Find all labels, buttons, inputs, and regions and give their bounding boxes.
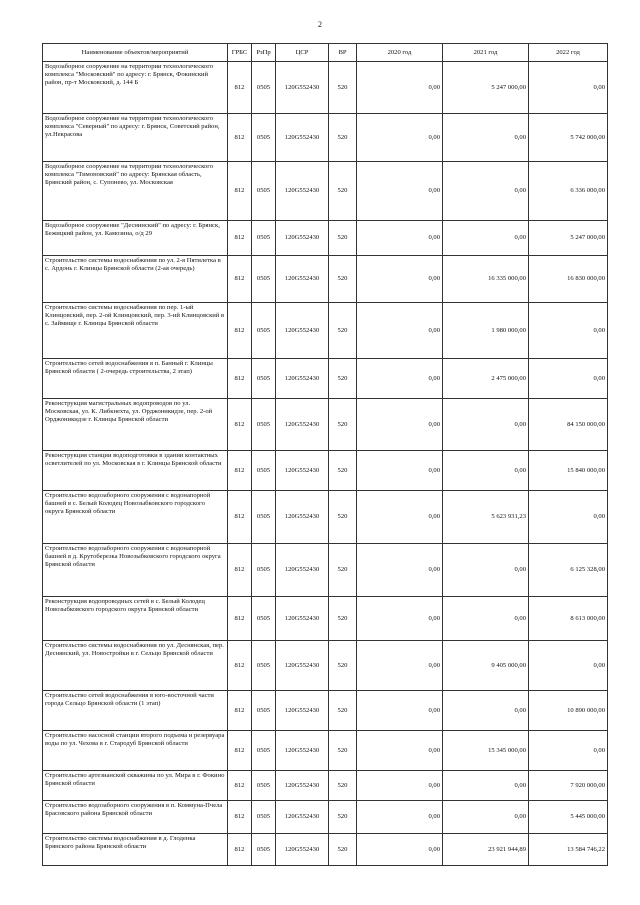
csr-cell: 120G552430 — [276, 359, 329, 399]
amount-2020-cell: 0,00 — [357, 359, 443, 399]
csr-cell: 120G552430 — [276, 399, 329, 451]
rzpr-cell: 0505 — [252, 491, 276, 544]
grbs-cell: 812 — [228, 641, 252, 691]
csr-cell: 120G552430 — [276, 731, 329, 771]
grbs-cell: 812 — [228, 303, 252, 359]
grbs-cell: 812 — [228, 731, 252, 771]
grbs-cell: 812 — [228, 399, 252, 451]
table-row — [43, 162, 608, 221]
amount-2020-cell: 0,00 — [357, 691, 443, 731]
object-name-cell: Строительство сетей водоснабжения в юго-восточной части города Сельцо Брянской области (1 этап) — [43, 691, 228, 731]
rzpr-cell: 0505 — [252, 399, 276, 451]
amount-2021-cell: 23 921 944,89 — [443, 834, 529, 866]
amount-2021-cell: 0,00 — [443, 544, 529, 597]
vr-cell: 520 — [329, 451, 357, 491]
amount-2020-cell: 0,00 — [357, 771, 443, 801]
rzpr-cell: 0505 — [252, 691, 276, 731]
amount-2021-cell: 0,00 — [443, 691, 529, 731]
object-name-cell: Строительство водозаборного сооружения в п. Коммуна-Пчела Брасовского района Брянской области — [43, 801, 228, 834]
table-row — [43, 544, 608, 597]
vr-cell: 520 — [329, 597, 357, 641]
amount-2022-cell: 8 613 000,00 — [529, 597, 608, 641]
grbs-cell: 812 — [228, 162, 252, 221]
amount-2020-cell: 0,00 — [357, 303, 443, 359]
object-name-cell: Водозаборное сооружение "Деснинский" по адресу: г. Брянск, Бежицкий район, ул. Камозина, о/д 29 — [43, 221, 228, 256]
amount-2022-cell: 0,00 — [529, 303, 608, 359]
rzpr-cell: 0505 — [252, 256, 276, 303]
page-number: 2 — [318, 20, 322, 29]
vr-cell: 520 — [329, 544, 357, 597]
grbs-cell: 812 — [228, 691, 252, 731]
amount-2022-cell: 5 445 000,00 — [529, 801, 608, 834]
grbs-cell: 812 — [228, 256, 252, 303]
object-name-cell: Реконструкция станции водоподготовки в здании контактных осветлителей по ул. Московская в г. Клинцы Брянской области — [43, 451, 228, 491]
vr-cell: 520 — [329, 691, 357, 731]
rzpr-cell: 0505 — [252, 544, 276, 597]
table-header-row — [43, 44, 608, 62]
header-csr: ЦСР — [276, 44, 329, 62]
rzpr-cell: 0505 — [252, 771, 276, 801]
amount-2022-cell: 0,00 — [529, 731, 608, 771]
amount-2021-cell: 1 980 000,00 — [443, 303, 529, 359]
csr-cell: 120G552430 — [276, 691, 329, 731]
grbs-cell: 812 — [228, 221, 252, 256]
vr-cell: 520 — [329, 256, 357, 303]
rzpr-cell: 0505 — [252, 801, 276, 834]
amount-2022-cell: 5 742 000,00 — [529, 114, 608, 162]
amount-2021-cell: 0,00 — [443, 114, 529, 162]
amount-2022-cell: 0,00 — [529, 491, 608, 544]
csr-cell: 120G552430 — [276, 801, 329, 834]
table-row — [43, 303, 608, 359]
object-name-cell: Строительство системы водоснабжения по пер. 1-ый Клинцовский, пер. 2-ой Клинцовский, пер. 3-ий Клинцовский в с. Займище г. Клинцы Брянской области — [43, 303, 228, 359]
object-name-cell: Реконструкция водопроводных сетей в с. Белый Колодец Новозыбковского городского округа Брянской области — [43, 597, 228, 641]
amount-2022-cell: 13 584 746,22 — [529, 834, 608, 866]
amount-2020-cell: 0,00 — [357, 731, 443, 771]
amount-2020-cell: 0,00 — [357, 641, 443, 691]
amount-2021-cell: 0,00 — [443, 221, 529, 256]
amount-2021-cell: 0,00 — [443, 451, 529, 491]
grbs-cell: 812 — [228, 114, 252, 162]
csr-cell: 120G552430 — [276, 256, 329, 303]
amount-2020-cell: 0,00 — [357, 256, 443, 303]
csr-cell: 120G552430 — [276, 641, 329, 691]
table-row — [43, 114, 608, 162]
grbs-cell: 812 — [228, 597, 252, 641]
vr-cell: 520 — [329, 641, 357, 691]
amount-2021-cell: 0,00 — [443, 162, 529, 221]
csr-cell: 120G552430 — [276, 771, 329, 801]
rzpr-cell: 0505 — [252, 641, 276, 691]
amount-2021-cell: 16 335 000,00 — [443, 256, 529, 303]
object-name-cell: Строительство насосной станции второго подъема и резервуара воды по ул. Чехова в г. Стародуб Брянской области — [43, 731, 228, 771]
rzpr-cell: 0505 — [252, 303, 276, 359]
vr-cell: 520 — [329, 62, 357, 114]
csr-cell: 120G552430 — [276, 834, 329, 866]
table-row — [43, 399, 608, 451]
amount-2020-cell: 0,00 — [357, 451, 443, 491]
vr-cell: 520 — [329, 801, 357, 834]
amount-2020-cell: 0,00 — [357, 62, 443, 114]
object-name-cell: Строительство водозаборного сооружения с водонапорной башней в д. Крутоберезка Новозыбковского городского округа Брянской области — [43, 544, 228, 597]
header-2022: 2022 год — [529, 44, 608, 62]
table-row — [43, 451, 608, 491]
amount-2020-cell: 0,00 — [357, 221, 443, 256]
object-name-cell: Водозаборное сооружение на территории технологического комплекса "Московский" по адресу: г. Брянск, Фокинский район, пр-т Московский, д. 144 Б — [43, 62, 228, 114]
vr-cell: 520 — [329, 303, 357, 359]
vr-cell: 520 — [329, 491, 357, 544]
object-name-cell: Строительство водозаборного сооружения с водонапорной башней в с. Белый Колодец Новозыбковского городского округа Брянской области — [43, 491, 228, 544]
rzpr-cell: 0505 — [252, 221, 276, 256]
csr-cell: 120G552430 — [276, 62, 329, 114]
amount-2020-cell: 0,00 — [357, 834, 443, 866]
object-name-cell: Строительство системы водоснабжения по ул. Деснянская, пер. Деснянский, ул. Новостройки в г. Сельцо Брянской области — [43, 641, 228, 691]
header-rzpr: РзПр — [252, 44, 276, 62]
rzpr-cell: 0505 — [252, 834, 276, 866]
amount-2021-cell: 0,00 — [443, 771, 529, 801]
vr-cell: 520 — [329, 834, 357, 866]
amount-2022-cell: 0,00 — [529, 62, 608, 114]
amount-2020-cell: 0,00 — [357, 597, 443, 641]
csr-cell: 120G552430 — [276, 303, 329, 359]
object-name-cell: Реконструкция магистральных водопроводов по ул. Московская, ул. К. Либкнехта, ул. Орджоникидзе, пер. 2-ой Орджоникидзе г. Клинцы Брянской области — [43, 399, 228, 451]
amount-2022-cell: 0,00 — [529, 641, 608, 691]
grbs-cell: 812 — [228, 451, 252, 491]
amount-2020-cell: 0,00 — [357, 491, 443, 544]
budget-table — [42, 43, 608, 866]
amount-2021-cell: 5 247 000,00 — [443, 62, 529, 114]
csr-cell: 120G552430 — [276, 114, 329, 162]
rzpr-cell: 0505 — [252, 451, 276, 491]
header-name: Наименование объектов/мероприятий — [43, 44, 228, 62]
csr-cell: 120G552430 — [276, 451, 329, 491]
object-name-cell: Строительство сетей водоснабжения в п. Банный г. Клинцы Брянской области ( 2-очередь строительства, 2 этап) — [43, 359, 228, 399]
rzpr-cell: 0505 — [252, 62, 276, 114]
header-vr: ВР — [329, 44, 357, 62]
amount-2020-cell: 0,00 — [357, 544, 443, 597]
amount-2020-cell: 0,00 — [357, 162, 443, 221]
vr-cell: 520 — [329, 771, 357, 801]
csr-cell: 120G552430 — [276, 597, 329, 641]
amount-2021-cell: 5 623 931,23 — [443, 491, 529, 544]
amount-2021-cell: 15 345 000,00 — [443, 731, 529, 771]
header-2020: 2020 год — [357, 44, 443, 62]
csr-cell: 120G552430 — [276, 221, 329, 256]
grbs-cell: 812 — [228, 834, 252, 866]
amount-2022-cell: 6 336 000,00 — [529, 162, 608, 221]
rzpr-cell: 0505 — [252, 731, 276, 771]
rzpr-cell: 0505 — [252, 114, 276, 162]
table-row — [43, 691, 608, 731]
amount-2021-cell: 0,00 — [443, 597, 529, 641]
amount-2021-cell: 0,00 — [443, 399, 529, 451]
amount-2022-cell: 10 890 000,00 — [529, 691, 608, 731]
amount-2022-cell: 15 840 000,00 — [529, 451, 608, 491]
table-row — [43, 256, 608, 303]
amount-2020-cell: 0,00 — [357, 114, 443, 162]
table-row — [43, 491, 608, 544]
amount-2022-cell: 5 247 000,00 — [529, 221, 608, 256]
amount-2021-cell: 0,00 — [443, 801, 529, 834]
grbs-cell: 812 — [228, 359, 252, 399]
csr-cell: 120G552430 — [276, 491, 329, 544]
table-row — [43, 359, 608, 399]
grbs-cell: 812 — [228, 544, 252, 597]
object-name-cell: Строительство системы водоснабжения в д. Глоденка Брянского района Брянской области — [43, 834, 228, 866]
vr-cell: 520 — [329, 399, 357, 451]
rzpr-cell: 0505 — [252, 359, 276, 399]
object-name-cell: Строительство системы водоснабжения по ул. 2-я Пятилетка в с. Ардонь г. Клинцы Брянской области (2-ая очередь) — [43, 256, 228, 303]
object-name-cell: Водозаборное сооружение на территории технологического комплекса "Северный" по адресу: г. Брянск, Советский район, ул.Некрасова — [43, 114, 228, 162]
grbs-cell: 812 — [228, 801, 252, 834]
vr-cell: 520 — [329, 162, 357, 221]
table-row — [43, 771, 608, 801]
table-row — [43, 834, 608, 866]
vr-cell: 520 — [329, 114, 357, 162]
table-row — [43, 62, 608, 114]
amount-2022-cell: 0,00 — [529, 359, 608, 399]
csr-cell: 120G552430 — [276, 162, 329, 221]
amount-2020-cell: 0,00 — [357, 801, 443, 834]
table-row — [43, 221, 608, 256]
header-2021: 2021 год — [443, 44, 529, 62]
grbs-cell: 812 — [228, 491, 252, 544]
amount-2021-cell: 2 475 000,00 — [443, 359, 529, 399]
rzpr-cell: 0505 — [252, 162, 276, 221]
amount-2022-cell: 6 125 328,00 — [529, 544, 608, 597]
vr-cell: 520 — [329, 731, 357, 771]
grbs-cell: 812 — [228, 771, 252, 801]
object-name-cell: Водозаборное сооружение на территории технологического комплекса "Тимоновский" по адресу: Брянская область, Брянский район, с. Супонево, ул. Московская — [43, 162, 228, 221]
amount-2022-cell: 84 150 000,00 — [529, 399, 608, 451]
header-grbs: ГРБС — [228, 44, 252, 62]
rzpr-cell: 0505 — [252, 597, 276, 641]
grbs-cell: 812 — [228, 62, 252, 114]
vr-cell: 520 — [329, 359, 357, 399]
vr-cell: 520 — [329, 221, 357, 256]
table-row — [43, 801, 608, 834]
table-row — [43, 597, 608, 641]
table-row — [43, 641, 608, 691]
amount-2022-cell: 16 830 000,00 — [529, 256, 608, 303]
amount-2022-cell: 7 920 000,00 — [529, 771, 608, 801]
object-name-cell: Строительство артезианской скважины по ул. Мира в г. Фокино Брянской области — [43, 771, 228, 801]
csr-cell: 120G552430 — [276, 544, 329, 597]
table-row — [43, 731, 608, 771]
amount-2020-cell: 0,00 — [357, 399, 443, 451]
amount-2021-cell: 9 405 000,00 — [443, 641, 529, 691]
